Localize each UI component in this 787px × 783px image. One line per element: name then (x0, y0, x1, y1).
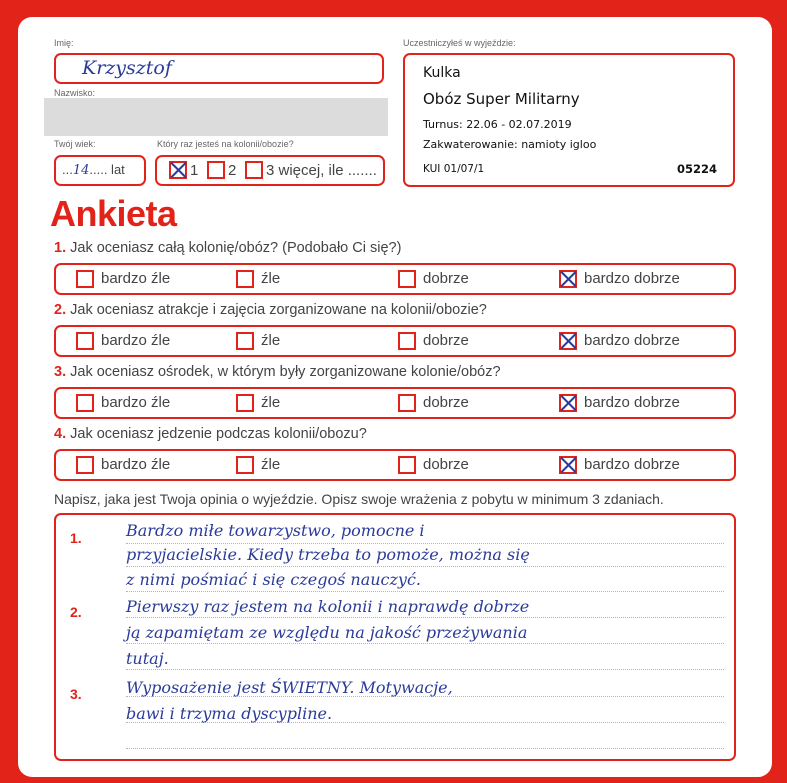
opinion-box[interactable] (54, 513, 736, 761)
wiek-label: Twój wiek: (54, 139, 96, 149)
q4-option-2-checkbox[interactable] (236, 456, 254, 474)
question-4: 4. Jak oceniasz jedzenie podczas kolonii/obozu? (54, 426, 367, 442)
survey-sheet (18, 17, 772, 777)
q2-option-2-checkbox[interactable] (236, 332, 254, 350)
q1-option-4-checkbox[interactable] (559, 270, 577, 288)
q1-option-1-label: bardzo źle (101, 270, 171, 287)
q1-option-1-checkbox[interactable] (76, 270, 94, 288)
q2-option-3-checkbox[interactable] (398, 332, 416, 350)
opinion-num-3: 3. (70, 686, 82, 702)
question-1: 1. Jak oceniasz całą kolonię/obóz? (Podobało Ci się?) (54, 240, 402, 256)
camp-stamp-box (403, 53, 735, 187)
opinion-line-1: Bardzo miłe towarzystwo, pomocne i (126, 521, 425, 540)
ruled-line (126, 748, 724, 749)
camp-title: Obóz Super Militarny (423, 90, 580, 108)
q1-option-2-checkbox[interactable] (236, 270, 254, 288)
question-3: 3. Jak oceniasz ośrodek, w którym były zorganizowane kolonie/obóz? (54, 364, 501, 380)
wiek-text: ...14..... lat (62, 162, 125, 178)
opinion-line-2: przyjacielskie. Kiedy trzeba to pomoże, można się (126, 545, 530, 564)
q2-option-2-label: źle (261, 332, 281, 349)
q3-option-4-checkbox[interactable] (559, 394, 577, 412)
q2-option-1-checkbox[interactable] (76, 332, 94, 350)
q3-option-2-checkbox[interactable] (236, 394, 254, 412)
imie-label: Imię: (54, 38, 74, 48)
q2-option-3-label: dobrze (423, 332, 469, 349)
ktory-raz-1-checkbox[interactable] (169, 161, 187, 179)
q2-option-1-label: bardzo źle (101, 332, 171, 349)
ktory-raz-2-checkbox[interactable] (207, 161, 225, 179)
ruled-line (126, 591, 724, 592)
opinion-num-2: 2. (70, 604, 82, 620)
uczestniczyles-label: Uczestniczyłeś w wyjeździe: (403, 38, 516, 48)
nazwisko-redaction (44, 98, 388, 136)
q4-option-4-label: bardzo dobrze (584, 456, 680, 473)
opinion-line-5: ją zapamiętam ze względu na jakość przeżywania (126, 623, 528, 642)
answers-row-2 (54, 325, 736, 357)
q3-option-3-checkbox[interactable] (398, 394, 416, 412)
ktory-raz-field (155, 155, 385, 186)
camp-zakwaterowanie: Zakwaterowanie: namioty igloo (423, 138, 597, 151)
q4-option-3-label: dobrze (423, 456, 469, 473)
opinion-line-6: tutaj. (126, 649, 169, 668)
q4-option-2-label: źle (261, 456, 281, 473)
q4-option-1-label: bardzo źle (101, 456, 171, 473)
ruled-line (126, 669, 724, 670)
answers-row-3 (54, 387, 736, 419)
opinion-line-7: Wyposażenie jest ŚWIETNY. Motywacje, (126, 678, 453, 697)
wiek-field[interactable] (54, 155, 146, 186)
q2-option-4-label: bardzo dobrze (584, 332, 680, 349)
ruled-line (126, 543, 724, 544)
camp-code: KUI 01/07/1 (423, 163, 485, 175)
camp-name: Kulka (423, 65, 461, 81)
opinion-instruction: Napisz, jaka jest Twoja opinia o wyjeździe. Opisz swoje wrażenia z pobytu w minimum 3 zdaniach. (54, 491, 664, 507)
camp-turnus: Turnus: 22.06 - 02.07.2019 (423, 118, 572, 131)
ktory-raz-2-label: 2 (228, 162, 237, 179)
ktory-raz-3-label: 3 więcej, ile ....... (266, 162, 377, 179)
q1-option-2-label: źle (261, 270, 281, 287)
q1-option-4-label: bardzo dobrze (584, 270, 680, 287)
q3-option-3-label: dobrze (423, 394, 469, 411)
q2-option-4-checkbox[interactable] (559, 332, 577, 350)
opinion-line-8: bawi i trzyma dyscypline. (126, 704, 333, 723)
ruled-line (126, 617, 724, 618)
q3-option-4-label: bardzo dobrze (584, 394, 680, 411)
wiek-value: 14 (72, 163, 90, 178)
q4-option-3-checkbox[interactable] (398, 456, 416, 474)
ktory-raz-1-label: 1 (190, 162, 199, 179)
q1-option-3-label: dobrze (423, 270, 469, 287)
ruled-line (126, 643, 724, 644)
question-2: 2. Jak oceniasz atrakcje i zajęcia zorganizowane na kolonii/obozie? (54, 302, 487, 318)
camp-number: 05224 (676, 162, 717, 176)
q3-option-2-label: źle (261, 394, 281, 411)
opinion-num-1: 1. (70, 530, 82, 546)
survey-title: Ankieta (50, 193, 177, 234)
imie-field[interactable] (54, 53, 384, 84)
imie-value: Krzysztof (82, 57, 172, 79)
answers-row-4 (54, 449, 736, 481)
ruled-line (126, 566, 724, 567)
q3-option-1-checkbox[interactable] (76, 394, 94, 412)
answers-row-1 (54, 263, 736, 295)
nazwisko-label: Nazwisko: (54, 88, 96, 98)
q4-option-1-checkbox[interactable] (76, 456, 94, 474)
q1-option-3-checkbox[interactable] (398, 270, 416, 288)
ktory-raz-3-checkbox[interactable] (245, 161, 263, 179)
ktory-raz-label: Który raz jesteś na kolonii/obozie? (157, 139, 294, 149)
q4-option-4-checkbox[interactable] (559, 456, 577, 474)
opinion-line-3: z nimi pośmiać i się czegoś nauczyć. (126, 570, 422, 589)
q3-option-1-label: bardzo źle (101, 394, 171, 411)
opinion-line-4: Pierwszy raz jestem na kolonii i naprawdę dobrze (126, 597, 530, 616)
